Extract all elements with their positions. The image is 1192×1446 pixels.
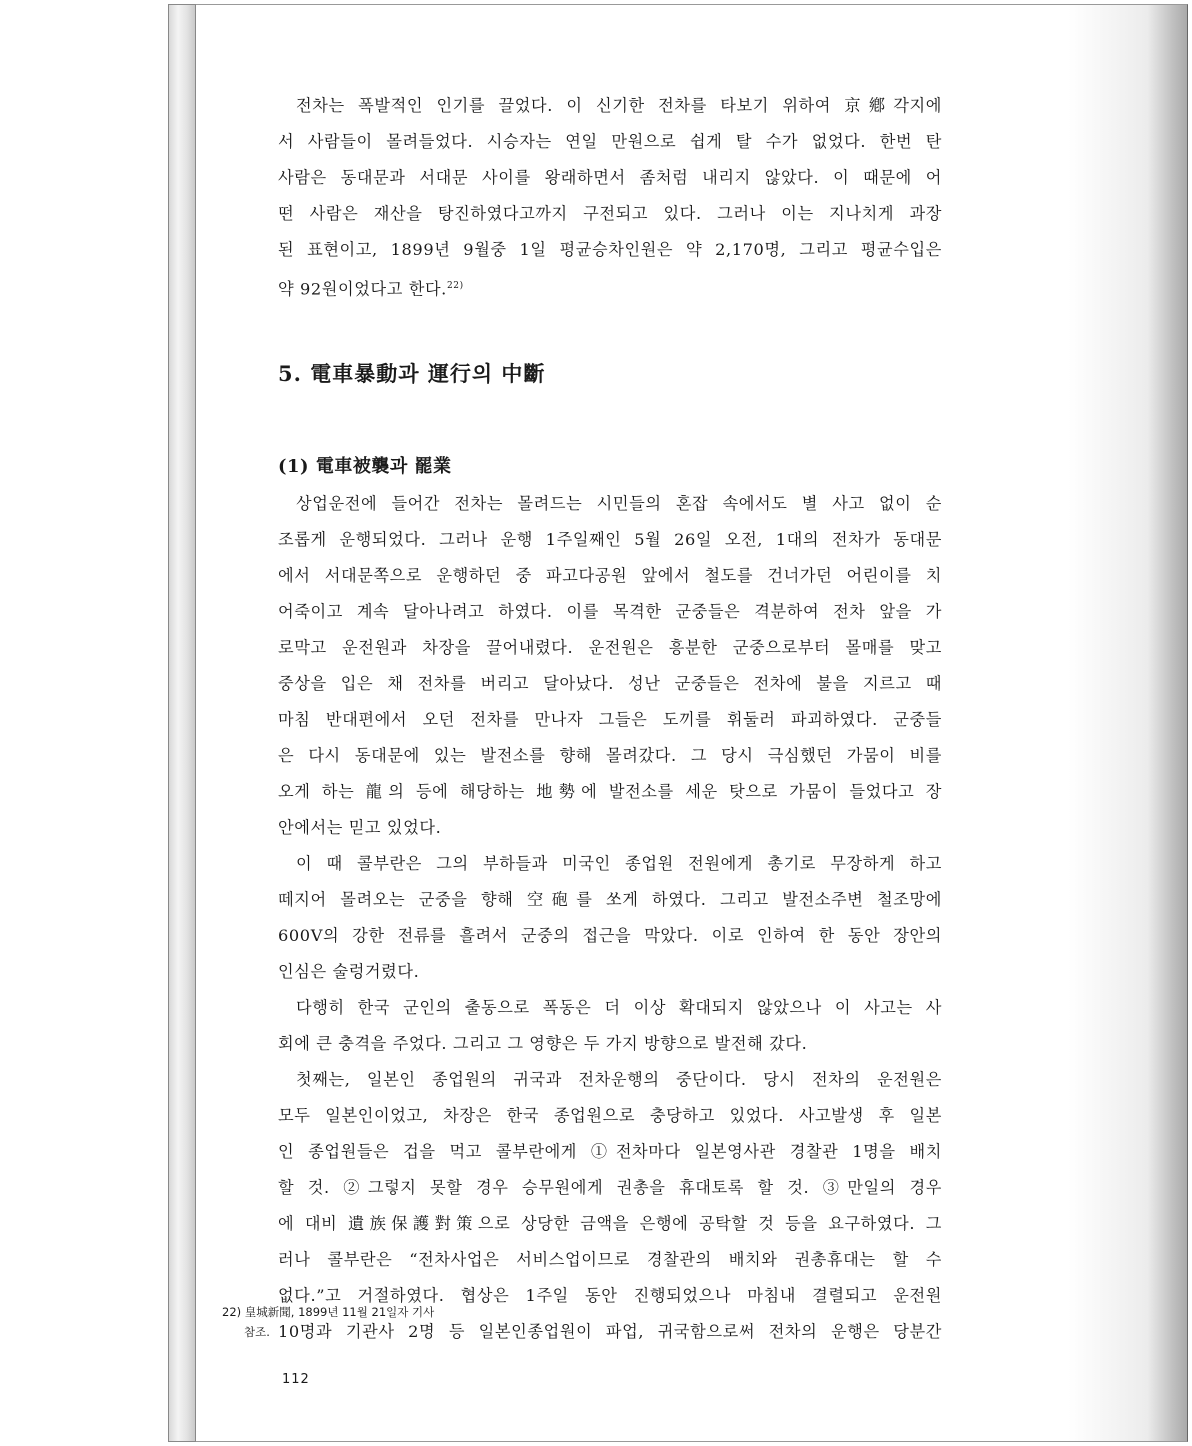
text-line: 서 사람들이 몰려들었다. 시승자는 연일 만원으로 쉽게 탈 수가 없었다. 한번 탄 <box>278 132 942 151</box>
footnote-reference: 22) <box>446 281 464 291</box>
text-line: 인 종업원들은 겁을 먹고 콜부란에게 ①전차마다 일본영사관 경찰관 1명을 배치 <box>278 1142 942 1161</box>
text-line: 없다.”고 거절하였다. 협상은 1주일 동안 진행되었으나 마침내 결렬되고 운전원 <box>278 1286 942 1305</box>
text-line: 떤 사람은 재산을 탕진하였다고까지 구전되고 있다. 그러나 이는 지나치게 과장 <box>278 204 942 223</box>
text-line: 조롭게 운행되었다. 그러나 운행 1주일째인 5월 26일 오전, 1대의 전차가 동대문 <box>278 530 942 549</box>
text-line: 전차는 폭발적인 인기를 끌었다. 이 신기한 전차를 타보기 위하여 京鄕각지에 <box>296 96 942 115</box>
text-line: 은 다시 동대문에 있는 발전소를 향해 몰려갔다. 그 당시 극심했던 가뭄이 비를 <box>278 746 942 765</box>
footnote <box>222 1302 462 1342</box>
paragraph-1 <box>278 486 942 846</box>
text-line-last: 회에 큰 충격을 주었다. 그리고 그 영향은 두 가지 방향으로 발전해 갔다. <box>278 1034 808 1053</box>
text-line-content: 약 92원이었다고 한다. <box>278 279 447 299</box>
text-line: 상업운전에 들어간 전차는 몰려드는 시민들의 혼잡 속에서도 별 사고 없이 순 <box>296 494 942 513</box>
text-line: 사람은 동대문과 서대문 사이를 왕래하면서 좀처럼 내리지 않았다. 이 때문에 어 <box>278 168 942 187</box>
text-line: 된 표현이고, 1899년 9월중 1일 평균승차인원은 약 2,170명, 그리고 평균수입은 <box>278 240 942 259</box>
text-line: 다행히 한국 군인의 출동으로 폭동은 더 이상 확대되지 않았으나 이 사고는 사 <box>296 998 942 1017</box>
text-line: 할 것. ②그렇지 못할 경우 승무원에게 권총을 휴대토록 할 것. ③만일의 경우 <box>278 1178 942 1197</box>
text-line: 오게 하는 龍의 등에 해당하는 地勢에 발전소를 세운 탓으로 가뭄이 들었다고 장 <box>278 782 942 801</box>
text-line: 10명과 기관사 2명 등 일본인종업원이 파업, 귀국함으로써 전차의 운행은 당분간 <box>278 1322 942 1341</box>
text-line: 떼지어 몰려오는 군중을 향해 空砲를 쏘게 하였다. 그리고 발전소주변 철조망에 <box>278 890 942 909</box>
section-title: (1) 電車被襲과 罷業 <box>278 456 452 477</box>
page-edge-shadow <box>1147 5 1187 1441</box>
footnote-line: 22) 皇城新聞, 1899년 11월 21일자 기사 <box>222 1305 435 1319</box>
text-line: 에서 서대문쪽으로 운행하던 중 파고다공원 앞에서 철도를 건너가던 어린이를 치 <box>278 566 942 585</box>
text-line: 에 대비 遺族保護對策으로 상당한 금액을 은행에 공탁할 것 등을 요구하였다. 그 <box>278 1214 942 1233</box>
book-spine <box>168 4 196 1442</box>
footnote-line: 참조. <box>244 1325 270 1339</box>
paragraph-3 <box>278 990 942 1062</box>
text-line: 첫째는, 일본인 종업원의 귀국과 전차운행의 중단이다. 당시 전차의 운전원은 <box>296 1070 942 1089</box>
text-line-last: 인심은 술렁거렸다. <box>278 962 420 981</box>
text-line-last <box>278 268 942 304</box>
chapter-title: 5. 電車暴動과 運行의 中斷 <box>278 361 546 386</box>
text-line: 어죽이고 계속 달아나려고 하였다. 이를 목격한 군중들은 격분하여 전차 앞을 가 <box>278 602 942 621</box>
text-line: 이 때 콜부란은 그의 부하들과 미국인 종업원 전원에게 총기로 무장하게 하고 <box>296 854 942 873</box>
text-line-last: 안에서는 믿고 있었다. <box>278 818 442 837</box>
intro-paragraph <box>278 88 942 304</box>
paragraph-2 <box>278 846 942 990</box>
text-line: 마침 반대편에서 오던 전차를 만나자 그들은 도끼를 휘둘러 파괴하였다. 군중들 <box>278 710 942 729</box>
text-line: 600V의 강한 전류를 흘려서 군중의 접근을 막았다. 이로 인하여 한 동안 장안의 <box>278 926 942 945</box>
text-line: 중상을 입은 채 전차를 버리고 달아났다. 성난 군중들은 전차에 불을 지르고 때 <box>278 674 942 693</box>
text-line: 러나 콜부란은 “전차사업은 서비스업이므로 경찰관의 배치와 권총휴대는 할 수 <box>278 1250 942 1269</box>
page-number: 112 <box>282 1372 310 1387</box>
text-line: 로막고 운전원과 차장을 끌어내렸다. 운전원은 흥분한 군중으로부터 몰매를 맞고 <box>278 638 942 657</box>
text-line: 모두 일본인이었고, 차장은 한국 종업원으로 충당하고 있었다. 사고발생 후 일본 <box>278 1106 942 1125</box>
